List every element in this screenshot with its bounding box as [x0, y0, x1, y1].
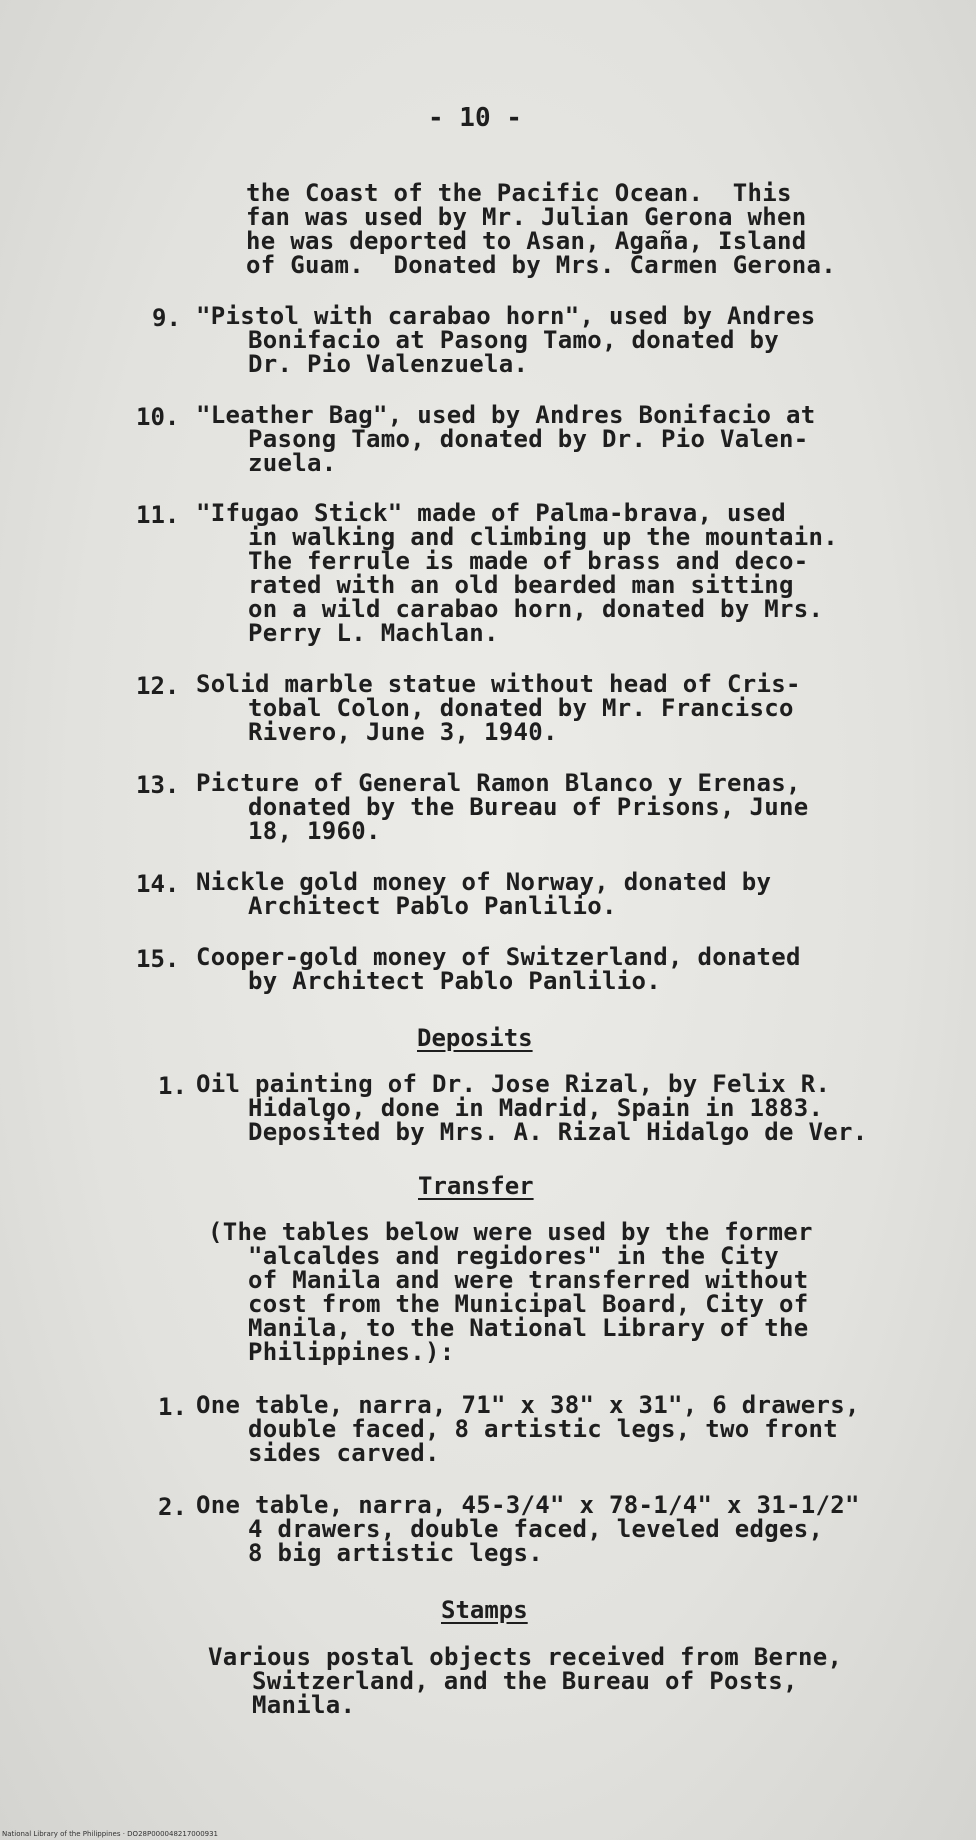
- item-line: Picture of General Ramon Blanco y Erenas,: [196, 769, 801, 797]
- item-line: "Ifugao Stick" made of Palma-brava, used: [196, 499, 786, 527]
- item-number: 9.: [152, 304, 181, 332]
- item-line: Oil painting of Dr. Jose Rizal, by Felix R.: [196, 1070, 831, 1098]
- item-number: 11.: [136, 501, 180, 529]
- section-heading-stamps: Stamps: [441, 1596, 528, 1624]
- item-line: 4 drawers, double faced, leveled edges,: [248, 1515, 824, 1543]
- item-line: rated with an old bearded man sitting: [248, 571, 794, 599]
- section-heading-transfer: Transfer: [418, 1172, 534, 1200]
- item-line: The ferrule is made of brass and deco-: [248, 547, 809, 575]
- item-line: 18, 1960.: [248, 817, 381, 845]
- item-line: Solid marble statue without head of Cris-: [196, 670, 801, 698]
- stamps-line: Manila.: [252, 1691, 356, 1719]
- stamps-line: Switzerland, and the Bureau of Posts,: [252, 1667, 798, 1695]
- item-number: 2.: [158, 1493, 187, 1521]
- section-heading-deposits: Deposits: [417, 1024, 533, 1052]
- item-line: One table, narra, 71" x 38" x 31", 6 drawers,: [196, 1391, 860, 1419]
- item-line: Perry L. Machlan.: [248, 619, 499, 647]
- item-number: 14.: [136, 870, 180, 898]
- item-line: Cooper-gold money of Switzerland, donated: [196, 943, 801, 971]
- intro-line: he was deported to Asan, Agaña, Island: [246, 227, 807, 255]
- intro-line: fan was used by Mr. Julian Gerona when: [246, 203, 807, 231]
- item-line: 8 big artistic legs.: [248, 1539, 543, 1567]
- item-line: double faced, 8 artistic legs, two front: [248, 1415, 838, 1443]
- item-number: 1.: [158, 1072, 187, 1100]
- item-number: 12.: [136, 672, 180, 700]
- transfer-note-line: "alcaldes and regidores" in the City: [248, 1242, 779, 1270]
- item-line: Nickle gold money of Norway, donated by: [196, 868, 772, 896]
- item-line: donated by the Bureau of Prisons, June: [248, 793, 809, 821]
- transfer-note-line: of Manila and were transferred without: [248, 1266, 809, 1294]
- item-line: Bonifacio at Pasong Tamo, donated by: [248, 326, 779, 354]
- archive-footer: National Library of the Philippines · DO28P000048217000931: [2, 1830, 219, 1838]
- item-number: 10.: [136, 403, 180, 431]
- transfer-note-line: Philippines.):: [248, 1338, 455, 1366]
- item-line: Hidalgo, done in Madrid, Spain in 1883.: [248, 1094, 824, 1122]
- stamps-line: Various postal objects received from Berne,: [208, 1643, 843, 1671]
- item-line: Deposited by Mrs. A. Rizal Hidalgo de Ver.: [248, 1118, 868, 1146]
- item-number: 13.: [136, 771, 180, 799]
- item-line: zuela.: [248, 449, 337, 477]
- transfer-note-line: (The tables below were used by the former: [208, 1218, 813, 1246]
- transfer-note-line: Manila, to the National Library of the: [248, 1314, 809, 1342]
- item-line: by Architect Pablo Panlilio.: [248, 967, 661, 995]
- item-number: 15.: [136, 945, 180, 973]
- item-line: "Leather Bag", used by Andres Bonifacio at: [196, 401, 816, 429]
- page-number: - 10 -: [428, 103, 522, 133]
- item-line: in walking and climbing up the mountain.: [248, 523, 838, 551]
- intro-line: the Coast of the Pacific Ocean. This: [246, 179, 792, 207]
- item-line: Architect Pablo Panlilio.: [248, 892, 617, 920]
- item-line: One table, narra, 45-3/4" x 78-1/4" x 31-1/2": [196, 1491, 860, 1519]
- item-line: tobal Colon, donated by Mr. Francisco: [248, 694, 794, 722]
- transfer-note-line: cost from the Municipal Board, City of: [248, 1290, 809, 1318]
- item-number: 1.: [158, 1393, 187, 1421]
- item-line: Rivero, June 3, 1940.: [248, 718, 558, 746]
- intro-line: of Guam. Donated by Mrs. Carmen Gerona.: [246, 251, 836, 279]
- item-line: "Pistol with carabao horn", used by Andres: [196, 302, 816, 330]
- item-line: Pasong Tamo, donated by Dr. Pio Valen-: [248, 425, 809, 453]
- item-line: Dr. Pio Valenzuela.: [248, 350, 529, 378]
- item-line: sides carved.: [248, 1439, 440, 1467]
- item-line: on a wild carabao horn, donated by Mrs.: [248, 595, 824, 623]
